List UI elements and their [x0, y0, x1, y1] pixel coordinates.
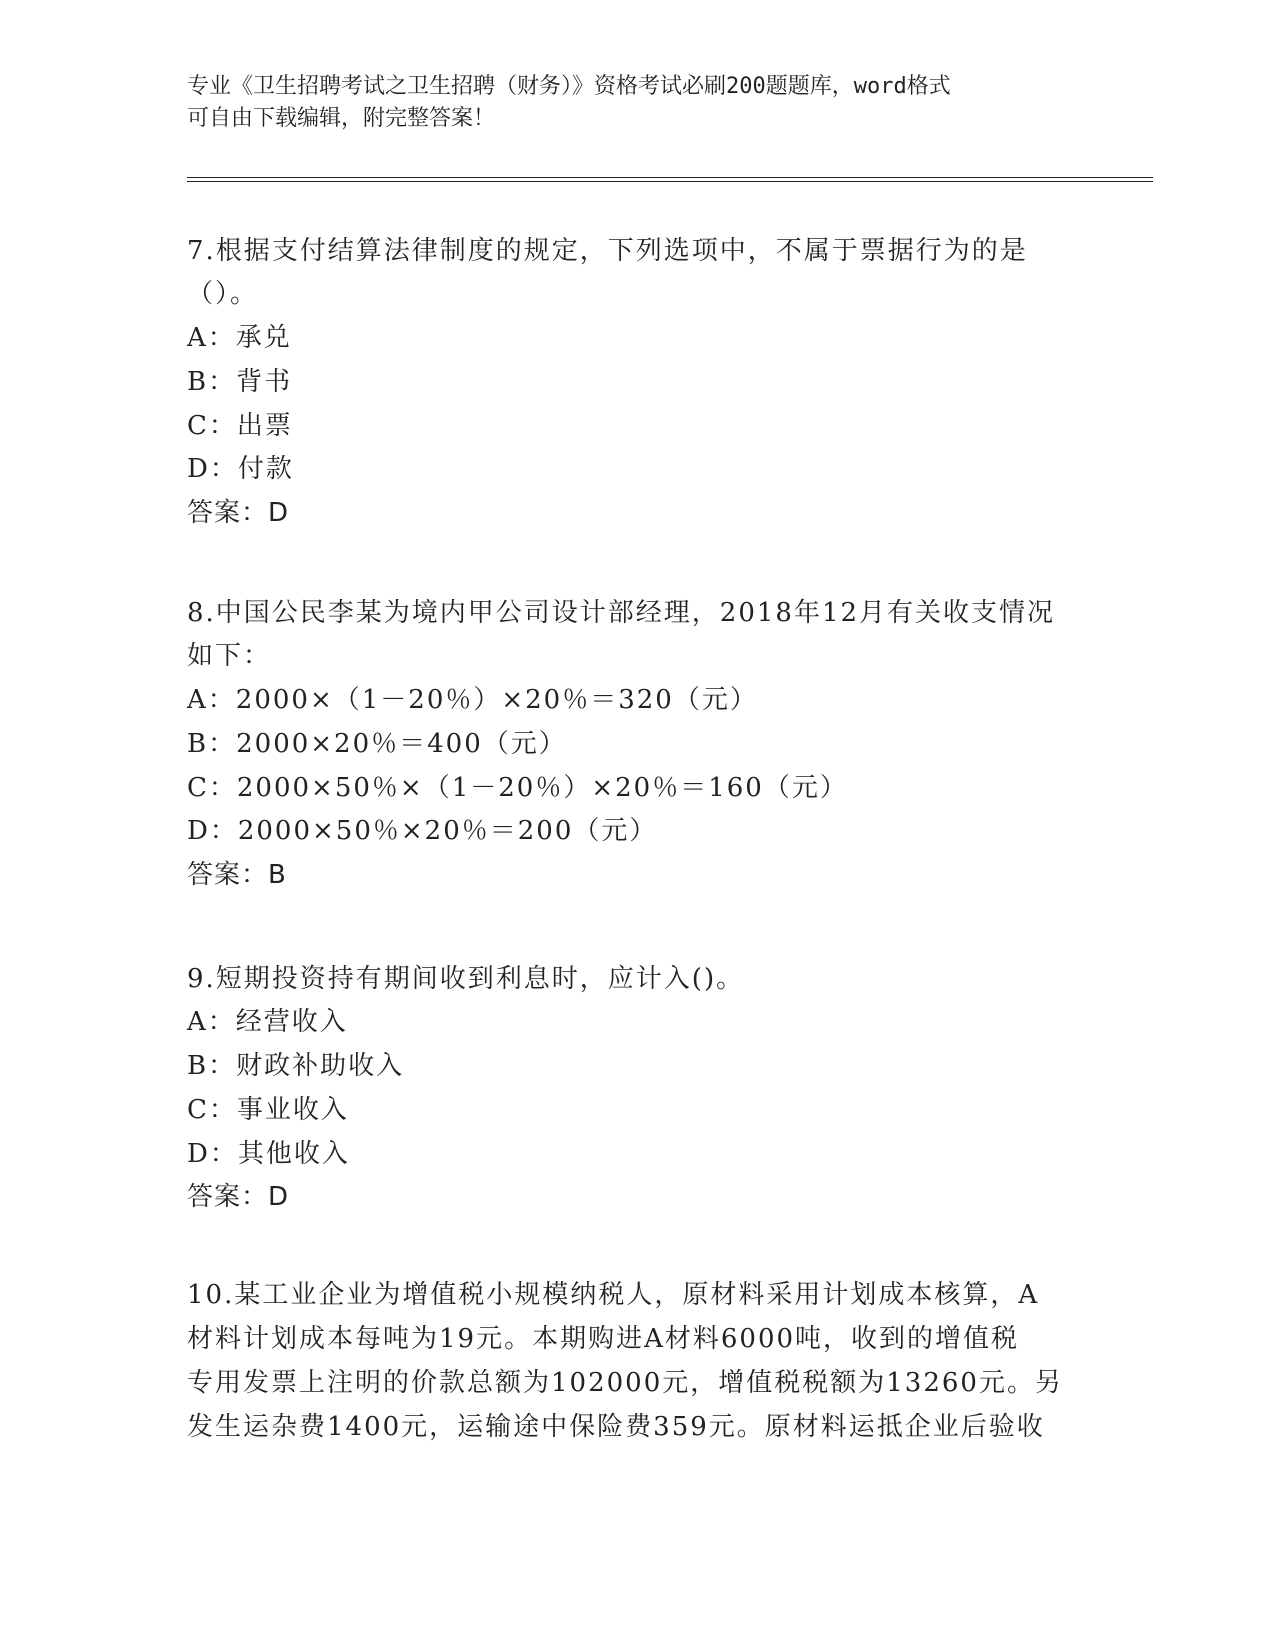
question-stem: 发生运杂费1400元，运输途中保险费359元。原材料运抵企业后验收 [187, 1412, 1045, 1442]
option-c: C：出票 [187, 411, 293, 441]
header-line-2: 可自由下载编辑，附完整答案！ [187, 106, 496, 131]
question-stem: 材料计划成本每吨为19元。本期购进A材料6000吨，收到的增值税 [187, 1324, 1020, 1354]
option-d: D：付款 [187, 454, 294, 484]
option-d: D：2000×50％×20％＝200（元） [187, 816, 658, 846]
option-d: D：其他收入 [187, 1139, 350, 1169]
document-header [187, 71, 1087, 135]
option-c: C：2000×50％×（1－20％）×20％＝160（元） [187, 773, 848, 803]
question-stem: 8.中国公民李某为境内甲公司设计部经理，2018年12月有关收支情况 [187, 598, 1056, 628]
question-stem: （）。 [187, 279, 259, 309]
header-line-1: 专业《卫生招聘考试之卫生招聘（财务）》资格考试必刷200题题库，word格式 [187, 74, 951, 99]
option-c: C：事业收入 [187, 1095, 349, 1125]
option-b: B：财政补助收入 [187, 1051, 405, 1081]
question-stem: 9.短期投资持有期间收到利息时，应计入()。 [187, 964, 745, 994]
option-b: B：背书 [187, 367, 293, 397]
answer-label: 答案：D [187, 1182, 290, 1212]
header-divider-top [187, 177, 1153, 178]
option-a: A：承兑 [187, 323, 292, 353]
option-a: A：经营收入 [187, 1007, 348, 1037]
header-divider-bottom [187, 181, 1153, 182]
question-stem: 专用发票上注明的价款总额为102000元，增值税税额为13260元。另 [187, 1368, 1063, 1398]
option-b: B：2000×20％＝400（元） [187, 729, 567, 759]
question-stem: 10.某工业企业为增值税小规模纳税人，原材料采用计划成本核算，A [187, 1280, 1040, 1310]
answer-label: 答案：D [187, 498, 290, 528]
question-stem: 如下： [187, 641, 272, 671]
answer-label: 答案：B [187, 860, 287, 890]
option-a: A：2000×（1－20％）×20％＝320（元） [187, 685, 758, 715]
question-stem: 7.根据支付结算法律制度的规定，下列选项中，不属于票据行为的是 [187, 236, 1028, 266]
